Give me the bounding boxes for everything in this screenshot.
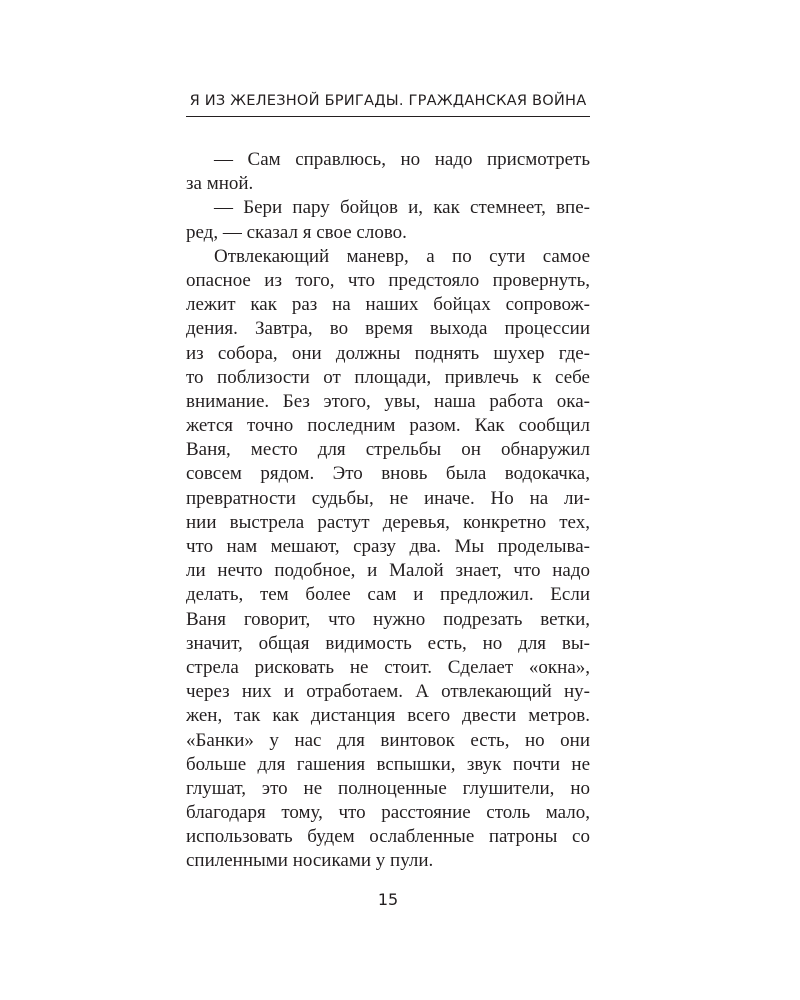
text-line: стрела рисковать не стоит. Сделает «окна»,	[186, 656, 590, 678]
text-line: — Бери пару бойцов и, как стемнеет, впе-	[214, 197, 590, 219]
text-line: значит, общая видимость есть, но для вы-	[186, 632, 590, 654]
text-line: глушат, это не полноценные глушители, но	[186, 777, 590, 799]
text-line: лежит как раз на наших бойцах сопровож-	[186, 294, 590, 316]
text-line: делать, тем более сам и предложил. Если	[186, 584, 590, 606]
text-line: внимание. Без этого, увы, наша работа ока-	[186, 390, 590, 412]
text-line: то поблизости от площади, привлечь к себе	[186, 366, 590, 388]
body-text	[186, 148, 590, 874]
text-line: «Банки» у нас для винтовок есть, но они	[186, 729, 590, 751]
text-line: жен, так как дистанция всего двести метров.	[186, 705, 590, 727]
text-line: ред, — сказал я свое слово.	[186, 221, 407, 243]
text-line: нии выстрела растут деревья, конкретно тех,	[186, 511, 590, 533]
text-line: через них и отработаем. А отвлекающий ну-	[186, 681, 590, 703]
text-line: спиленными носиками у пули.	[186, 850, 434, 872]
text-line: больше для гашения вспышки, звук почти не	[186, 753, 590, 775]
text-line: что нам мешают, сразу два. Мы проделыва-	[186, 536, 590, 557]
header-rule	[186, 116, 590, 117]
text-line: Ваня говорит, что нужно подрезать ветки,	[186, 608, 590, 630]
text-line: ли нечто подобное, и Малой знает, что надо	[186, 560, 590, 582]
text-line: превратности судьбы, не иначе. Но на ли-	[186, 487, 590, 509]
running-head: Я ИЗ ЖЕЛЕЗНОЙ БРИГАДЫ. ГРАЖДАНСКАЯ ВОЙНА	[189, 92, 587, 109]
page-number: 15	[377, 890, 399, 909]
text-line: совсем рядом. Это вновь была водокачка,	[186, 463, 590, 485]
text-line: благодаря тому, что расстояние столь мало,	[186, 802, 590, 824]
text-line: из собора, они должны поднять шухер где-	[186, 342, 590, 364]
text-line: использовать будем ослабленные патроны со	[186, 826, 590, 848]
text-line: Отвлекающий маневр, а по сути самое	[214, 245, 590, 267]
text-line: опасное из того, что предстояло провернуть,	[186, 269, 590, 291]
text-line: — Сам справлюсь, но надо присмотреть	[214, 149, 590, 170]
text-line: жется точно последним разом. Как сообщил	[186, 415, 590, 437]
text-line: Ваня, место для стрельбы он обнаружил	[186, 439, 590, 461]
text-line: дения. Завтра, во время выхода процессии	[186, 318, 590, 340]
text-line: за мной.	[186, 173, 254, 195]
